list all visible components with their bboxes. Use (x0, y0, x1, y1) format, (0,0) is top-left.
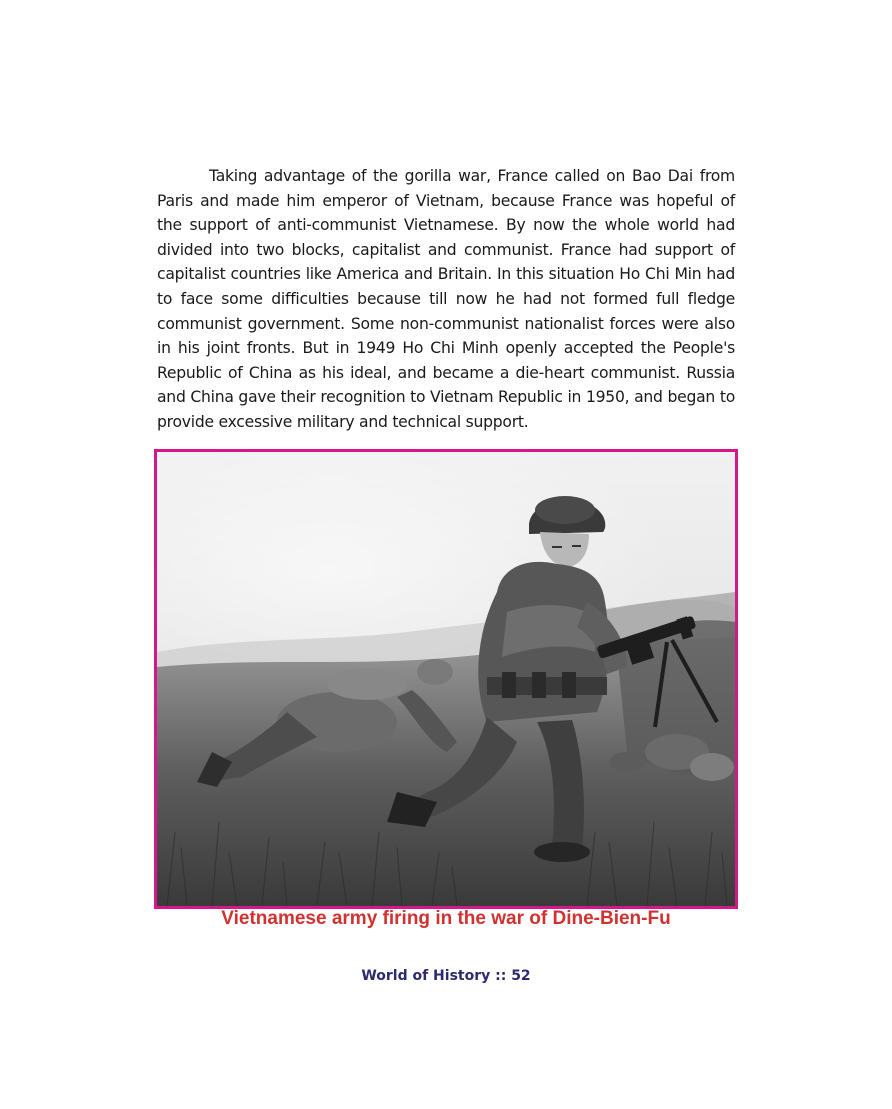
body-paragraph: Taking advantage of the gorilla war, France called on Bao Dai from Paris and made him emperor of Vietnam, because France was hopeful of the support of anti-communist Vietnamese. By now the whole world had divided into two blocks, capitalist and communist. France had support of capitalist countries like America and Britain. In this situation Ho Chi Min had to face some difficulties because till now he had not formed full fledge communist government. Some non-communist nationalist forces were also in his joint fronts. But in 1949 Ho Chi Minh openly accepted the People's Republic of China as his ideal, and became a die-heart communist. Russia and China gave their recognition to Vietnam Republic in 1950, and began to provide excessive military and technical support. (157, 167, 735, 431)
soldiers-photo (157, 452, 735, 906)
page-footer: World of History :: 52 (361, 968, 531, 984)
photo-frame (154, 449, 738, 909)
figure-caption: Vietnamese army firing in the war of Dine-Bien-Fu (221, 908, 671, 929)
